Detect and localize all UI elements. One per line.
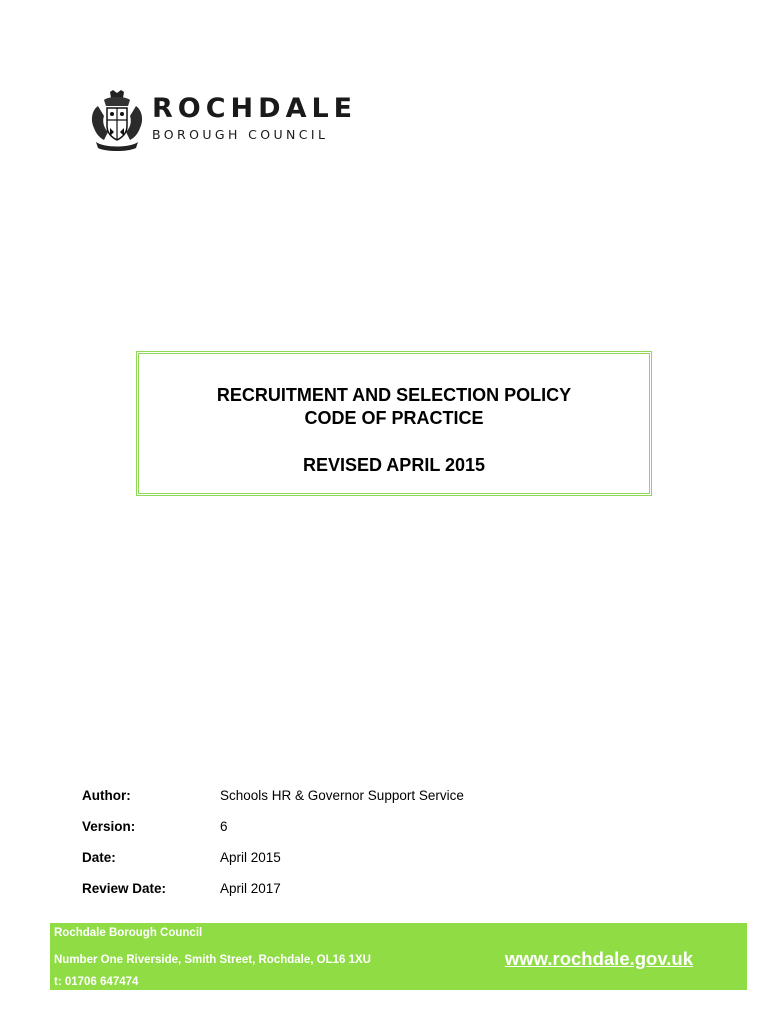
meta-label: Review Date: — [82, 881, 167, 896]
meta-value: April 2017 — [220, 881, 281, 896]
document-metadata — [82, 788, 682, 912]
meta-value: April 2015 — [220, 850, 281, 865]
meta-value: Schools HR & Governor Support Service — [220, 788, 464, 803]
title-line-2: CODE OF PRACTICE — [304, 408, 484, 428]
website-link[interactable]: www.rochdale.gov.uk — [504, 948, 693, 969]
footer-phone: t: 01706 647474 — [54, 976, 139, 988]
title-line-1: RECRUITMENT AND SELECTION POLICY — [216, 385, 572, 405]
org-subtitle: BOROUGH COUNCIL — [152, 127, 329, 142]
footer-banner — [50, 923, 747, 990]
footer-org-name: Rochdale Borough Council — [54, 927, 203, 939]
document-title-box — [136, 351, 652, 496]
revision-line: REVISED APRIL 2015 — [302, 455, 486, 475]
meta-label: Version: — [82, 819, 136, 834]
meta-row-version — [82, 819, 682, 850]
meta-label: Date: — [82, 850, 116, 865]
org-name: ROCHDALE — [152, 93, 358, 124]
footer-address: Number One Riverside, Smith Street, Rochdale, OL16 1XU — [54, 954, 371, 966]
meta-row-review-date — [82, 881, 682, 912]
meta-row-author — [82, 788, 682, 819]
meta-value: 6 — [220, 819, 228, 834]
coat-of-arms-icon — [90, 90, 144, 152]
council-logo — [90, 90, 360, 154]
meta-label: Author: — [82, 788, 131, 803]
meta-row-date — [82, 850, 682, 881]
